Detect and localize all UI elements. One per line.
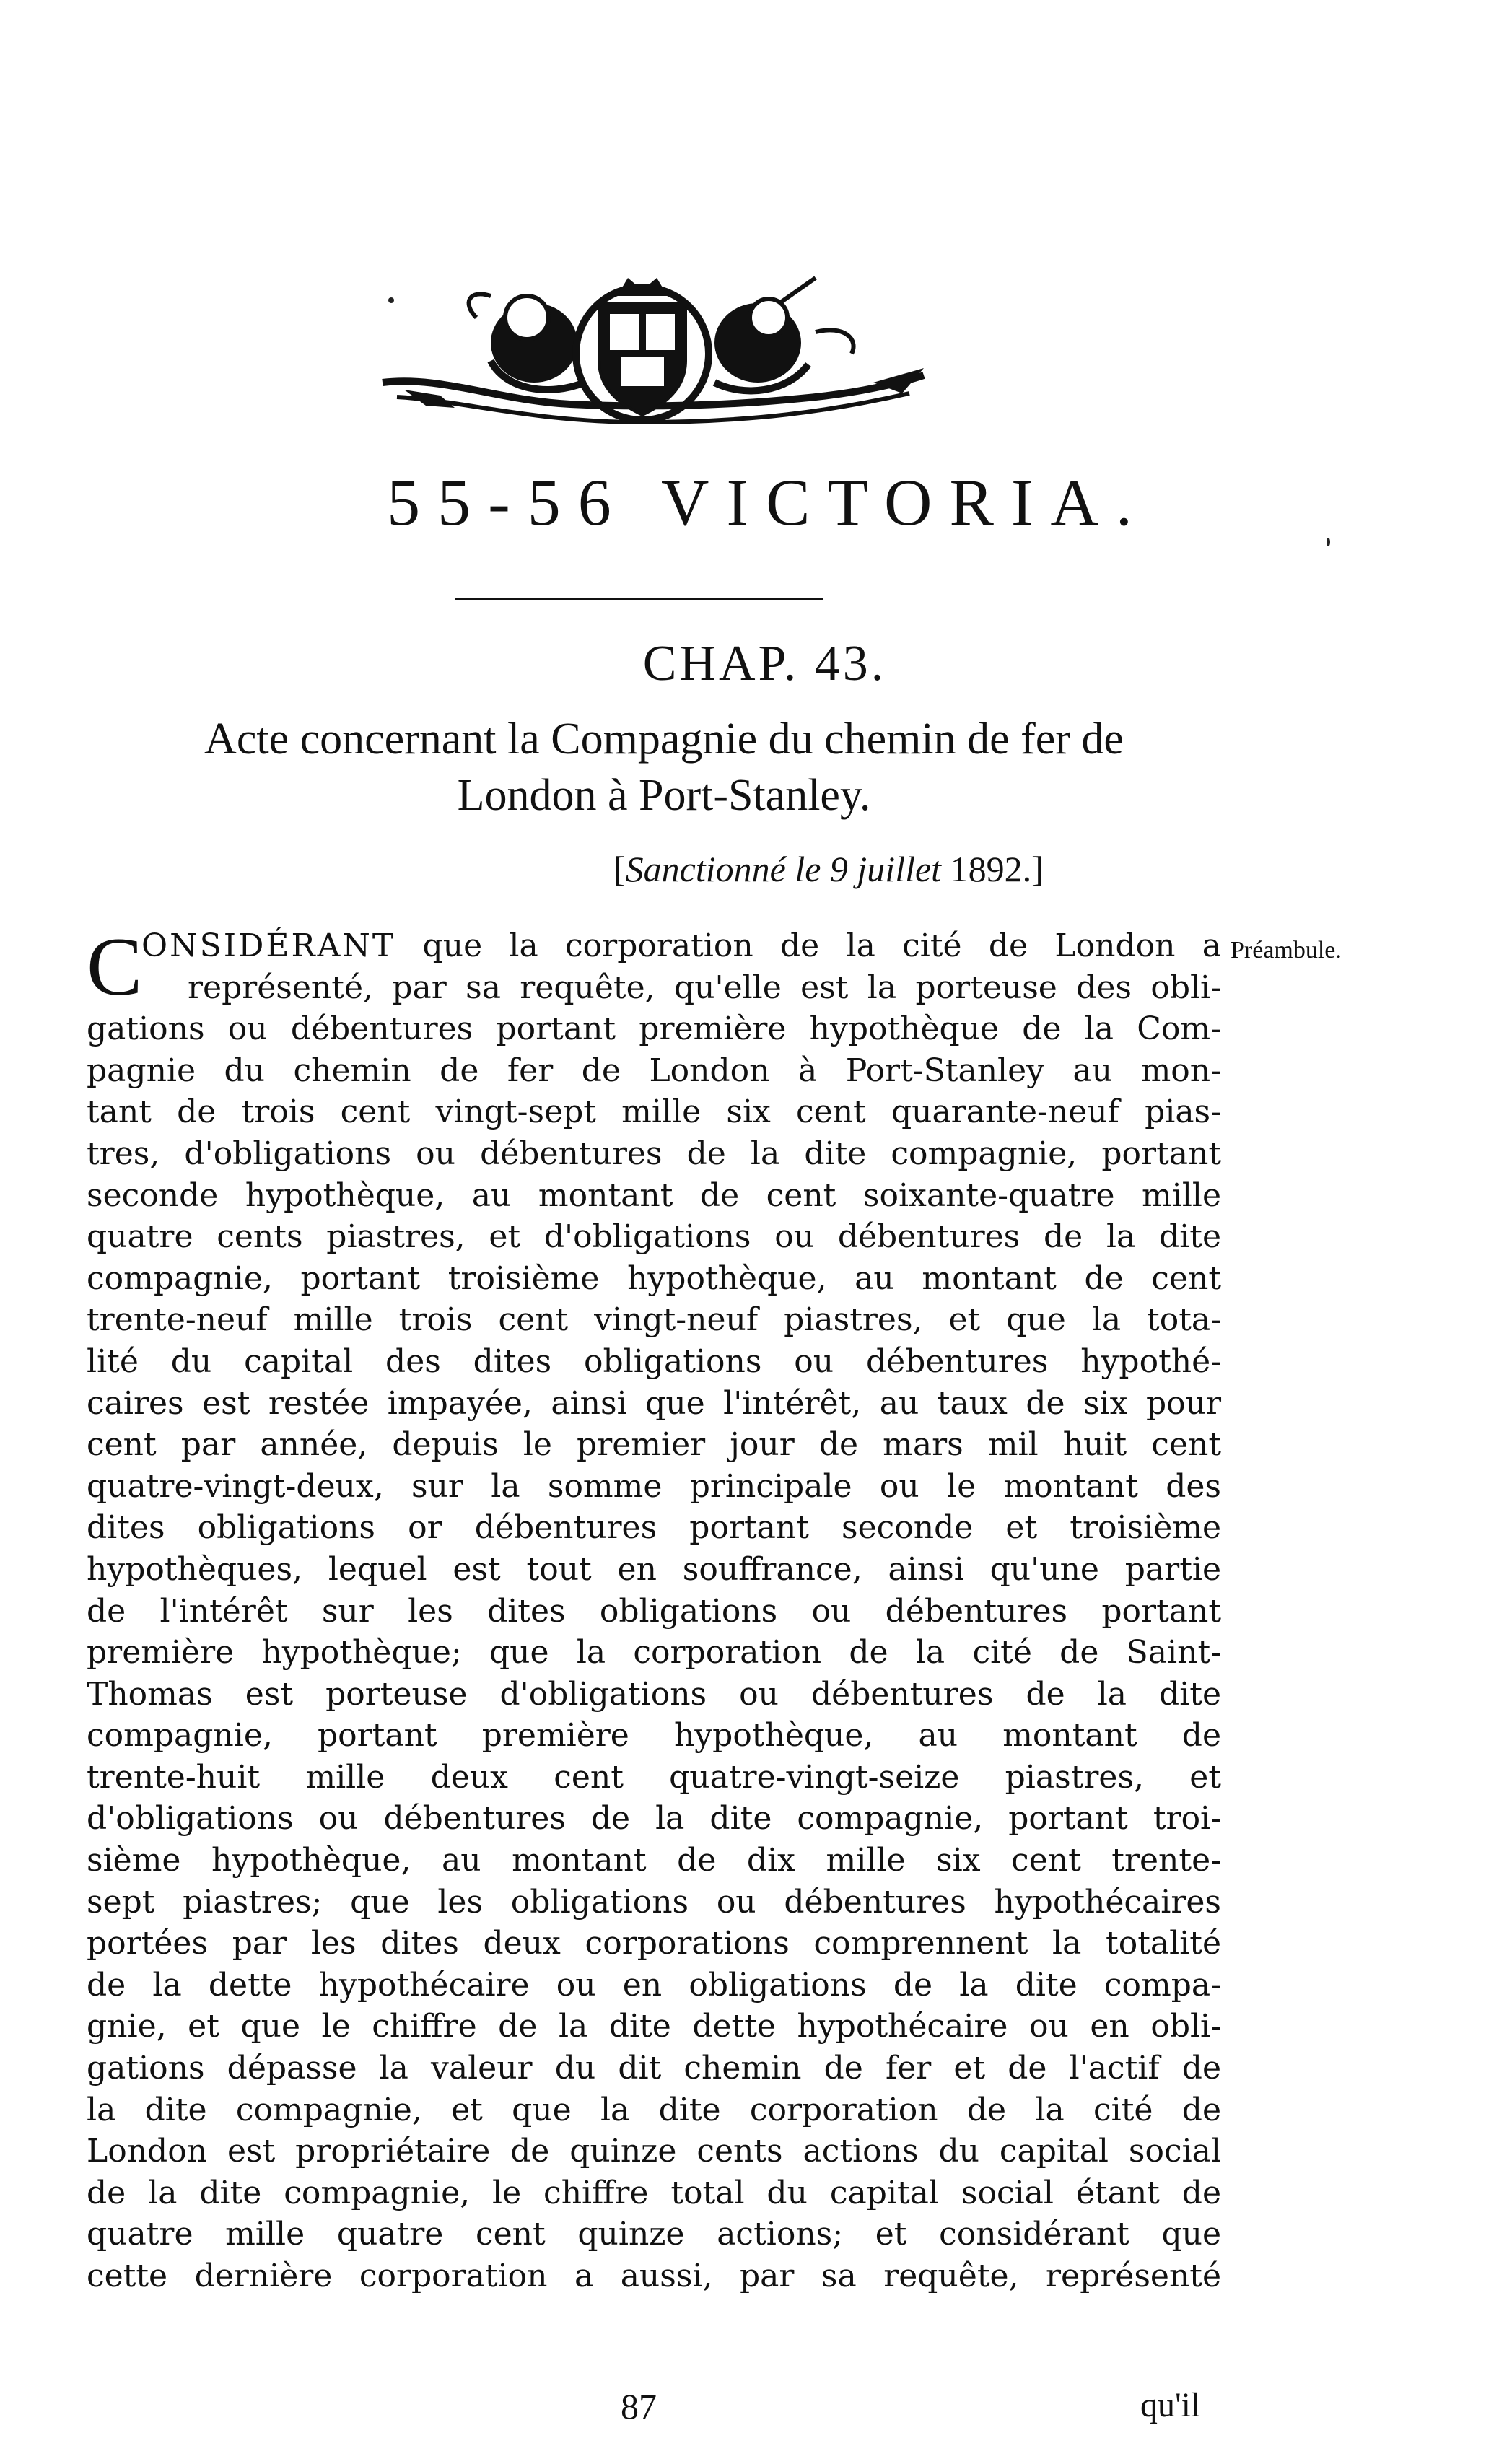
body-line: Thomas est porteuse d'obligations ou débentures de la dite	[87, 1675, 1221, 1713]
body-line: première hypothèque; que la corporation de la cité de Saint-	[87, 1634, 1221, 1672]
body-line: représenté, par sa requête, qu'elle est la porteuse des obli-	[188, 969, 1221, 1006]
body-line: London est propriétaire de quinze cents actions du capital social	[87, 2133, 1221, 2170]
body-line: quatre cents piastres, et d'obligations ou débentures de la dite	[87, 1218, 1221, 1256]
margin-note-preamble: Préambule.	[1231, 937, 1342, 964]
body-line: sept piastres; que les obligations ou débentures hypothécaires	[87, 1883, 1221, 1921]
drop-cap: C	[87, 921, 143, 1013]
body-line: portées par les dites deux corporations comprennent la totalité	[87, 1925, 1221, 1962]
page-title: 55-56 VICTORIA.	[387, 466, 1150, 539]
body-line: compagnie, portant première hypothèque, au montant de	[87, 1717, 1221, 1755]
page-number: 87	[621, 2386, 657, 2426]
body-line: la dite compagnie, et que la dite corporation de la cité de	[87, 2091, 1221, 2128]
body-line: quatre-vingt-deux, sur la somme principale ou le montant des	[87, 1467, 1221, 1505]
body-line: tant de trois cent vingt-sept mille six cent quarante-neuf pias-	[87, 1093, 1221, 1131]
speck-mark	[1327, 538, 1330, 546]
body-line: de l'intérêt sur les dites obligations ou débentures portant	[87, 1592, 1221, 1630]
royal-coat-of-arms-icon	[354, 274, 931, 447]
body-line: tres, d'obligations ou débentures de la dite compagnie, portant	[87, 1135, 1221, 1172]
body-line: gations ou débentures portant première hypothèque de la Com-	[87, 1010, 1221, 1048]
body-line: trente-huit mille deux cent quatre-vingt-seize piastres, et	[87, 1758, 1221, 1796]
body-line: lité du capital des dites obligations ou débentures hypothé-	[87, 1342, 1221, 1380]
act-title	[87, 711, 1241, 823]
chapter-heading: CHAP. 43.	[642, 636, 887, 691]
body-line: compagnie, portant troisième hypothèque, au montant de cent	[87, 1259, 1221, 1297]
body-line: d'obligations ou débentures de la dite compagnie, portant troi-	[87, 1800, 1221, 1838]
body-line: quatre mille quatre cent quinze actions; et considérant que	[87, 2216, 1221, 2253]
assent-date	[613, 848, 1044, 890]
assent-bracket: [	[613, 849, 626, 889]
act-title-line: London à Port-Stanley.	[457, 771, 871, 820]
body-line: caires est restée impayée, ainsi que l'intérêt, au taux de six pour	[87, 1384, 1221, 1422]
assent-italic: Sanctionné le 9 juillet	[625, 849, 942, 889]
body-line: cette dernière corporation a aussi, par sa requête, représenté	[87, 2258, 1221, 2294]
assent-year: 1892.]	[941, 849, 1044, 889]
opening-word: ONSIDÉRANT	[141, 927, 396, 964]
title-divider	[455, 598, 823, 600]
opening-line-rest: que la corporation de la cité de London a	[395, 927, 1221, 964]
body-line: cent par année, depuis le premier jour de mars mil huit cent	[87, 1426, 1221, 1464]
body-line: gnie, et que le chiffre de la dite dette hypothécaire ou en obli-	[87, 2008, 1221, 2045]
body-line: trente-neuf mille trois cent vingt-neuf piastres, et que la tota-	[87, 1301, 1221, 1339]
body-line	[87, 925, 1221, 967]
body-line: hypothèques, lequel est tout en souffrance, ainsi qu'une partie	[87, 1550, 1221, 1588]
body-line: sième hypothèque, au montant de dix mille six cent trente-	[87, 1842, 1221, 1879]
preamble-paragraph	[87, 921, 1221, 2297]
body-line: gations dépasse la valeur du dit chemin de fer et de l'actif de	[87, 2050, 1221, 2087]
body-line: de la dette hypothécaire ou en obligations de la dite compa-	[87, 1966, 1221, 2004]
catchword: qu'il	[1140, 2386, 1201, 2424]
body-line: de la dite compagnie, le chiffre total du capital social étant de	[87, 2174, 1221, 2211]
body-line: seconde hypothèque, au montant de cent soixante-quatre mille	[87, 1176, 1221, 1214]
body-line: pagnie du chemin de fer de London à Port-Stanley au mon-	[87, 1052, 1221, 1089]
body-line: dites obligations or débentures portant seconde et troisième	[87, 1509, 1221, 1547]
act-title-line: Acte concernant la Compagnie du chemin de fer de	[204, 715, 1124, 764]
